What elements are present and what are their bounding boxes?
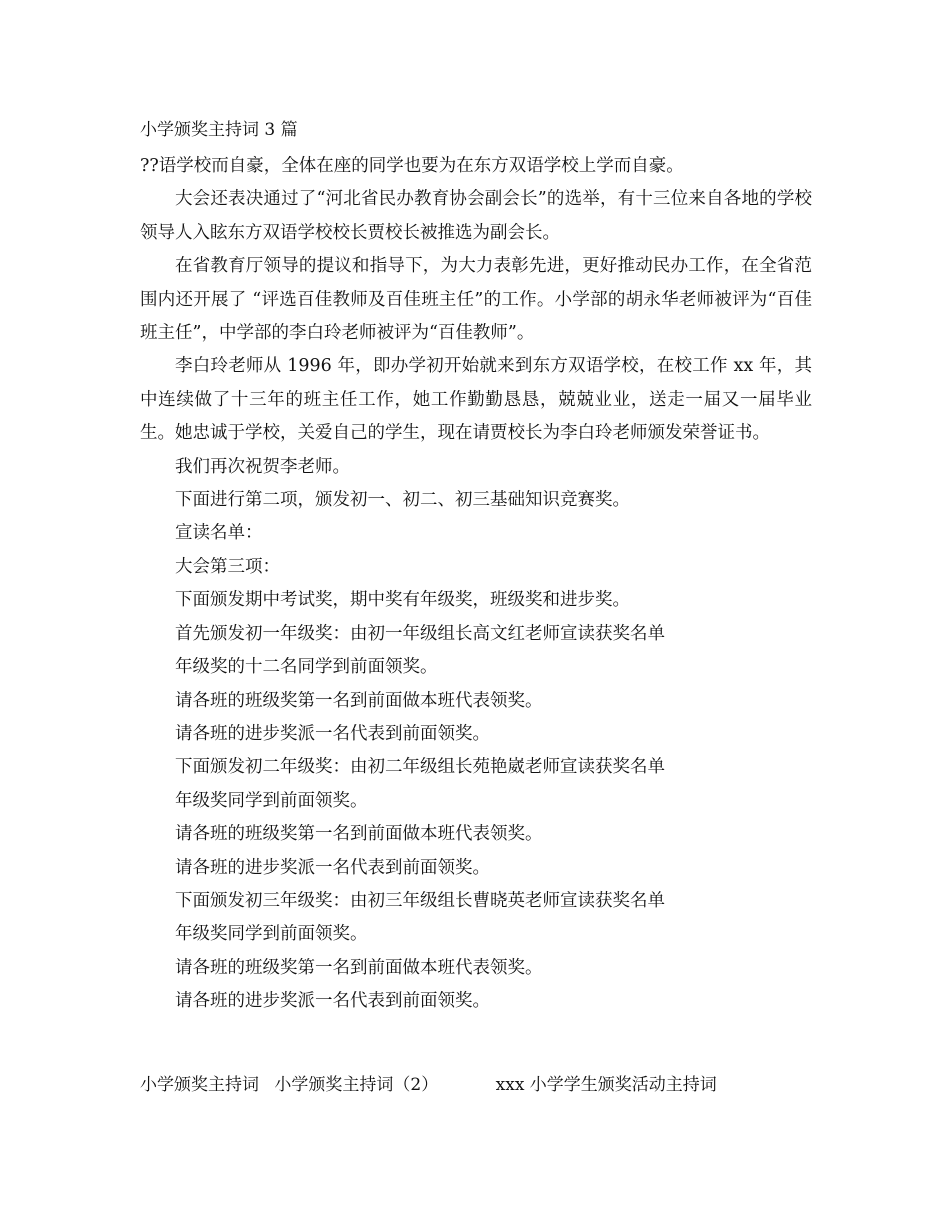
paragraph: 下面进行第二项，颁发初一、初二、初三基础知识竞赛奖。 (175, 490, 630, 511)
paragraph: 宣读名单： (175, 523, 263, 544)
paragraph: 我们再次祝贺李老师。 (175, 456, 350, 477)
paragraph: 下面颁发初二年级奖：由初二年级组长苑艳崴老师宣读获奖名单 (175, 757, 665, 778)
paragraph: 下面颁发初三年级奖：由初三年级组长曹晓英老师宣读获奖名单 (175, 890, 665, 911)
paragraph: 在省教育厅领导的提议和指导下，为大力表彰先进，更好推动民办工作，在全省范围内还开展了 “评选百佳教师及百佳班主任”的工作。小学部的胡永华老师被评为“百佳班主任”，中学部的李白玲老师被评为“百佳教师”。 (140, 256, 812, 344)
paragraph: 请各班的进步奖派一名代表到前面领奖。 (175, 857, 490, 878)
paragraph: 请各班的进步奖派一名代表到前面领奖。 (175, 991, 490, 1012)
related-link-3[interactable]: xxx 小学学生颁奖活动主持词 (495, 1075, 717, 1095)
paragraph: 年级奖同学到前面领奖。 (175, 790, 368, 811)
paragraph: 请各班的班级奖第一名到前面做本班代表领奖。 (175, 690, 543, 711)
related-links (140, 1071, 812, 1099)
paragraph: 请各班的班级奖第一名到前面做本班代表领奖。 (175, 957, 543, 978)
paragraph: 年级奖的十二名同学到前面领奖。 (175, 657, 438, 678)
document-body (140, 150, 812, 1019)
paragraph: 年级奖同学到前面领奖。 (175, 924, 368, 945)
document-title: 小学颁奖主持词 3 篇 (140, 120, 298, 140)
paragraph: 请各班的进步奖派一名代表到前面领奖。 (175, 723, 490, 744)
paragraph: ??语学校而自豪，全体在座的同学也要为在东方双语学校上学而自豪。 (140, 156, 684, 176)
paragraph: 大会还表决通过了“河北省民办教育协会副会长”的选举，有十三位来自各地的学校领导人入眩东方双语学校校长贾校长被推选为副会长。 (140, 189, 812, 243)
paragraph: 李白玲老师从 1996 年，即办学初开始就来到东方双语学校，在校工作 xx 年，其中连续做了十三年的班主任工作，她工作勤勤恳恳，兢兢业业，送走一届又一届毕业生。她忠诚于学校，关爱自己的学生，现在请贾校长为李白玲老师颁发荣誉证书。 (140, 356, 812, 444)
paragraph: 大会第三项： (175, 556, 280, 577)
paragraph: 请各班的班级奖第一名到前面做本班代表领奖。 (175, 824, 543, 845)
related-link-1[interactable]: 小学颁奖主持词 (140, 1075, 259, 1095)
paragraph: 下面颁发期中考试奖，期中奖有年级奖，班级奖和进步奖。 (175, 590, 630, 611)
related-link-2[interactable]: 小学颁奖主持词（2） (274, 1075, 439, 1095)
paragraph: 首先颁发初一年级奖：由初一年级组长高文红老师宣读获奖名单 (175, 623, 665, 644)
